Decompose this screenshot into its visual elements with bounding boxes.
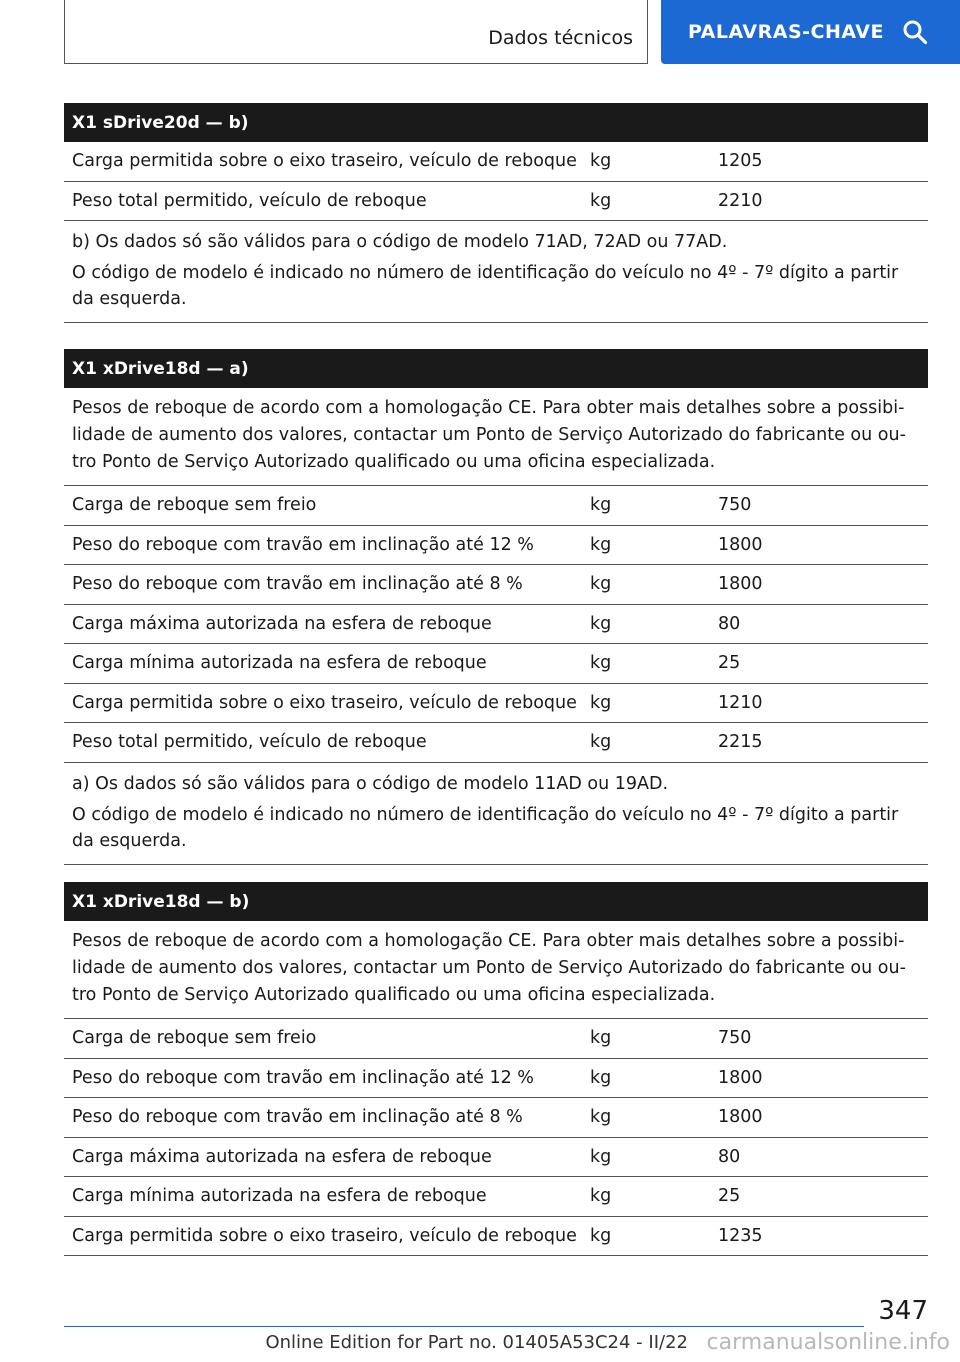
row-value: 25 xyxy=(718,1186,741,1207)
row-label: Peso total permitido, veículo de reboque xyxy=(72,190,427,211)
row-label: Carga máxima autorizada na esfera de reboque xyxy=(72,1146,492,1167)
row-label: Peso do reboque com travão em inclinação até 12 % xyxy=(72,1067,534,1088)
row-unit: kg xyxy=(590,534,612,555)
table-row xyxy=(64,684,928,724)
row-value: 1235 xyxy=(718,1225,763,1246)
row-value: 1800 xyxy=(718,534,763,555)
footnote-line: b) Os dados só são válidos para o código de modelo 71AD, 72AD ou 77AD. xyxy=(72,232,728,252)
search-icon xyxy=(902,19,928,45)
footer-divider xyxy=(64,1326,864,1327)
row-unit: kg xyxy=(590,574,612,595)
watermark-text: carmanualsonline.info xyxy=(706,1330,950,1355)
table-row xyxy=(64,565,928,605)
page-number: 347 xyxy=(878,1296,928,1326)
row-value: 1210 xyxy=(718,692,763,713)
row-value: 80 xyxy=(718,613,741,634)
section-footnote xyxy=(64,763,928,865)
table-row xyxy=(64,644,928,684)
table-row xyxy=(64,1217,928,1257)
table-row xyxy=(64,723,928,763)
row-unit: kg xyxy=(590,1186,612,1207)
row-label: Carga de reboque sem freio xyxy=(72,495,317,516)
row-unit: kg xyxy=(590,732,612,753)
header-section-tab xyxy=(64,0,648,64)
row-value: 1800 xyxy=(718,1107,763,1128)
table-row xyxy=(64,1138,928,1178)
row-label: Peso do reboque com travão em inclinação até 12 % xyxy=(72,534,534,555)
row-label: Carga mínima autorizada na esfera de reboque xyxy=(72,653,487,674)
table-row xyxy=(64,1098,928,1138)
row-unit: kg xyxy=(590,495,612,516)
row-label: Carga permitida sobre o eixo traseiro, veículo de reboque xyxy=(72,1225,577,1246)
section-title: X1 xDrive18d — a) xyxy=(64,349,928,388)
table-row xyxy=(64,1177,928,1217)
row-label: Carga máxima autorizada na esfera de reboque xyxy=(72,613,492,634)
section-x1-xdrive18d-a xyxy=(64,349,928,865)
row-unit: kg xyxy=(590,1028,612,1049)
header-section-title: Dados técnicos xyxy=(488,27,633,49)
row-unit: kg xyxy=(590,190,612,211)
row-unit: kg xyxy=(590,1067,612,1088)
row-value: 750 xyxy=(718,495,752,516)
row-unit: kg xyxy=(590,1107,612,1128)
row-label: Carga permitida sobre o eixo traseiro, veículo de reboque xyxy=(72,692,577,713)
section-intro: Pesos de reboque de acordo com a homologação CE. Para obter mais detalhes sobre a possibilidade de aumento dos valores, contactar um Ponto de Serviço Autorizado do fabricante ou outro Ponto de Serviço Autorizado qualificado ou uma oficina especializada. xyxy=(64,921,928,1019)
section-title: X1 xDrive18d — b) xyxy=(64,882,928,921)
row-unit: kg xyxy=(590,613,612,634)
section-x1-xdrive18d-b xyxy=(64,882,928,1256)
row-label: Carga permitida sobre o eixo traseiro, veículo de reboque xyxy=(72,151,577,172)
row-unit: kg xyxy=(590,1146,612,1167)
table-row xyxy=(64,182,928,222)
section-intro: Pesos de reboque de acordo com a homologação CE. Para obter mais detalhes sobre a possibilidade de aumento dos valores, contactar um Ponto de Serviço Autorizado do fabricante ou outro Ponto de Serviço Autorizado qualificado ou uma oficina especializada. xyxy=(64,388,928,486)
row-value: 2215 xyxy=(718,732,763,753)
row-label: Peso do reboque com travão em inclinação até 8 % xyxy=(72,574,523,595)
row-label: Peso total permitido, veículo de reboque xyxy=(72,732,427,753)
row-unit: kg xyxy=(590,151,612,172)
row-value: 1800 xyxy=(718,1067,763,1088)
keywords-button[interactable] xyxy=(661,0,960,64)
row-unit: kg xyxy=(590,692,612,713)
row-label: Peso do reboque com travão em inclinação até 8 % xyxy=(72,1107,523,1128)
row-value: 750 xyxy=(718,1028,752,1049)
table-row xyxy=(64,526,928,566)
row-value: 80 xyxy=(718,1146,741,1167)
footnote-line: a) Os dados só são válidos para o código de modelo 11AD ou 19AD. xyxy=(72,773,669,794)
row-unit: kg xyxy=(590,1225,612,1246)
section-footnote xyxy=(64,221,928,323)
table-row xyxy=(64,142,928,182)
row-value: 1205 xyxy=(718,151,763,172)
table-row xyxy=(64,1059,928,1099)
table-row xyxy=(64,486,928,526)
footnote-line: O código de modelo é indicado no número de identificação do veículo no 4º - 7º dígito a partir da esquerda. xyxy=(72,804,899,851)
section-title: X1 sDrive20d — b) xyxy=(64,103,928,142)
table-row xyxy=(64,1019,928,1059)
row-value: 2210 xyxy=(718,190,763,211)
row-label: Carga de reboque sem freio xyxy=(72,1028,317,1049)
row-label: Carga mínima autorizada na esfera de reboque xyxy=(72,1186,487,1207)
footnote-line: O código de modelo é indicado no número de identificação do veículo no 4º - 7º dígito a partir da esquerda. xyxy=(72,263,899,309)
row-value: 1800 xyxy=(718,574,763,595)
row-unit: kg xyxy=(590,653,612,674)
section-x1-sdrive20d-b xyxy=(64,103,928,323)
table-row xyxy=(64,605,928,645)
row-value: 25 xyxy=(718,653,741,674)
edition-text: Online Edition for Part no. 01405A53C24 - II/22 xyxy=(265,1332,688,1353)
keywords-label: PALAVRAS-CHAVE xyxy=(688,21,884,43)
